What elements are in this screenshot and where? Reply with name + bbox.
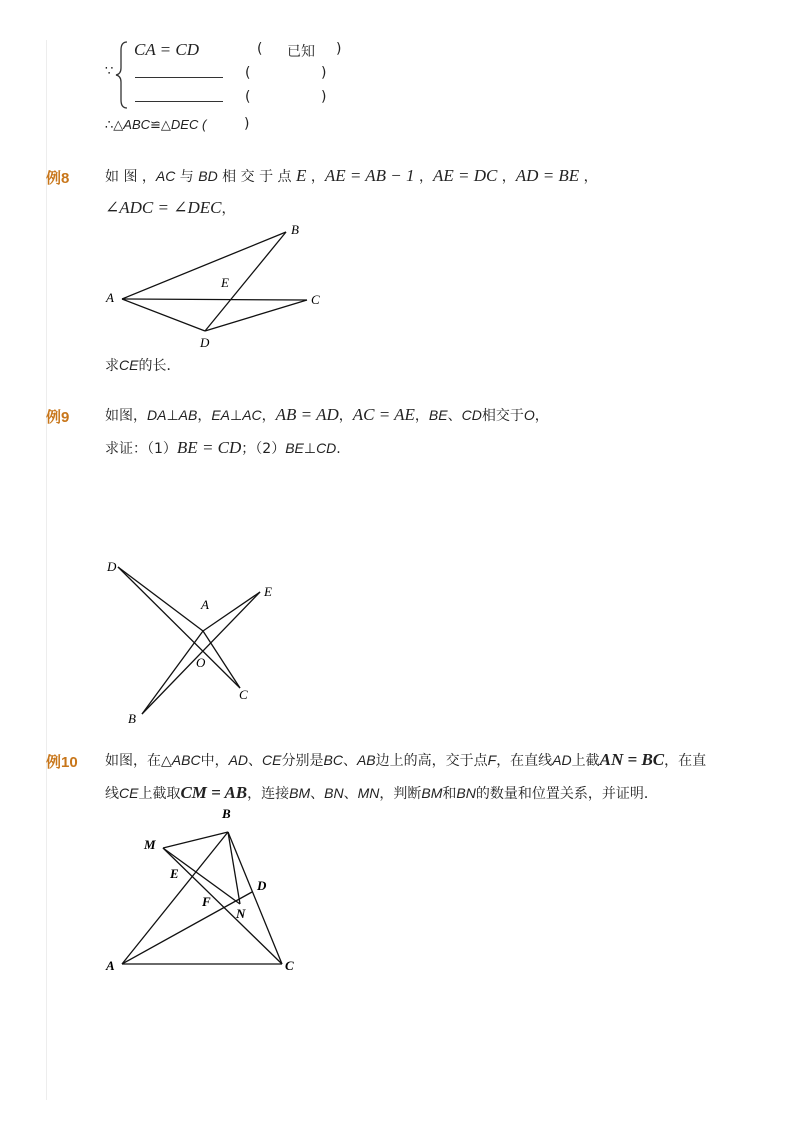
- example-8-question: [105, 355, 180, 375]
- point-label-B: B: [128, 711, 136, 726]
- text-run: ；（2）: [241, 441, 286, 457]
- proof-row1-paren-open: (: [257, 41, 263, 57]
- segment-AB: [122, 232, 286, 299]
- text-run: MN: [357, 785, 380, 801]
- text-run: CE: [119, 357, 139, 373]
- text-run: ，: [579, 169, 598, 185]
- segment-DC: [118, 567, 240, 688]
- text-run: BN: [324, 785, 344, 801]
- text-run: ，在直线: [496, 753, 553, 769]
- text-run: 如图，: [105, 408, 147, 424]
- text-run: 、: [447, 408, 462, 424]
- text-run: BE⊥CD: [285, 440, 337, 456]
- text-run: AD = BE: [515, 166, 580, 185]
- text-run: E: [295, 166, 307, 185]
- text-run: BE: [428, 407, 448, 423]
- text-run: .: [336, 441, 341, 457]
- text-run: ，: [197, 408, 212, 424]
- point-label-E: E: [170, 866, 179, 881]
- proof-row3-paren-open: (: [245, 89, 251, 105]
- text-run: ，: [534, 408, 549, 424]
- text-run: ，在直: [664, 753, 707, 769]
- segment-BN: [228, 832, 240, 904]
- proof-row1-paren-close: ): [336, 41, 342, 57]
- segment-AB: [122, 832, 228, 964]
- text-run: ，连接: [247, 786, 290, 802]
- point-label-C: C: [285, 958, 294, 973]
- text-run: ，: [221, 201, 236, 217]
- proof-row2-paren-close: ): [321, 65, 327, 81]
- example-10-label: 例10: [46, 754, 78, 771]
- text-run: 上截取: [138, 786, 181, 802]
- segment-AD: [122, 892, 252, 964]
- text-run: AE = DC: [432, 166, 498, 185]
- text-run: ，: [414, 408, 429, 424]
- text-run: ，: [261, 408, 276, 424]
- text-run: F: [487, 752, 497, 768]
- example-9-line1: [105, 405, 549, 425]
- segment-MC: [163, 848, 282, 964]
- text-run: 边上的高，交于点: [375, 753, 488, 769]
- point-label-C: C: [311, 292, 320, 307]
- text-run: 如图，在△: [105, 753, 172, 769]
- text-run: 上截: [571, 753, 600, 769]
- text-run: 求证：（1）: [105, 441, 177, 457]
- text-run: AD: [228, 752, 249, 768]
- text-run: AC = AE: [352, 405, 415, 424]
- example-10-figure: [100, 800, 340, 985]
- segment-DA: [118, 567, 203, 631]
- text-run: AB = AD: [275, 405, 339, 424]
- text-run: 线: [105, 786, 119, 802]
- left-brace: [115, 40, 129, 110]
- text-run: EA⊥AC: [211, 407, 262, 423]
- segment-AC: [122, 299, 307, 300]
- point-label-E: E: [264, 584, 272, 599]
- segment-DB: [205, 232, 286, 331]
- text-run: CE: [262, 752, 282, 768]
- example-8-figure: [100, 220, 340, 355]
- text-run: CE: [119, 785, 139, 801]
- point-label-F: F: [202, 894, 211, 909]
- text-run: CM = AB: [180, 783, 248, 802]
- point-label-D: D: [200, 335, 210, 350]
- text-run: 的长．: [138, 358, 181, 374]
- point-label-B: B: [222, 806, 231, 821]
- point-label-O: O: [196, 655, 206, 670]
- text-run: 、: [343, 786, 358, 802]
- text-run: 与: [175, 169, 199, 185]
- example-9-label: 例9: [46, 409, 70, 426]
- example-8-line2: [105, 198, 235, 218]
- text-run: AE = AB − 1: [324, 166, 415, 185]
- text-run: AN = BC: [599, 750, 665, 769]
- point-label-A: A: [106, 958, 115, 973]
- text-run: 如 图 ，: [105, 169, 156, 185]
- left-margin-rule: [46, 40, 47, 1100]
- text-run: 的数量和位置关系，并证明．: [475, 786, 658, 802]
- segment-BM: [163, 832, 228, 848]
- text-run: 相 交 于 点: [217, 169, 296, 185]
- text-run: ，: [338, 408, 353, 424]
- point-label-N: N: [236, 906, 246, 921]
- example-8-label: 例8: [46, 170, 70, 187]
- proof-conclusion: ∴△ABC≌△DEC (: [105, 117, 207, 132]
- text-run: 相交于: [481, 408, 524, 424]
- point-label-E: E: [221, 275, 229, 290]
- point-label-D: D: [107, 559, 117, 574]
- text-run: BD: [198, 168, 218, 184]
- proof-row1-reason: 已知: [287, 44, 315, 60]
- point-label-B: B: [291, 222, 299, 237]
- segment-BC: [228, 832, 282, 964]
- proof-row3-blank: [135, 91, 223, 102]
- point-label-D: D: [257, 878, 267, 893]
- text-run: 中，: [200, 753, 229, 769]
- text-run: 、: [248, 753, 263, 769]
- text-run: 分别是: [281, 753, 324, 769]
- text-run: ，: [414, 169, 433, 185]
- text-run: BM: [421, 785, 443, 801]
- text-run: 、: [310, 786, 325, 802]
- segment-BA: [142, 631, 203, 714]
- text-run: ∠ADC = ∠DEC: [105, 198, 222, 217]
- text-run: CD: [461, 407, 482, 423]
- example-10-line1: [105, 750, 706, 770]
- text-run: 和: [442, 786, 457, 802]
- text-run: BE = CD: [176, 438, 242, 457]
- segment-DC: [205, 300, 307, 331]
- text-run: AC: [155, 168, 176, 184]
- text-run: BN: [456, 785, 476, 801]
- text-run: 求: [105, 358, 119, 374]
- text-run: O: [523, 407, 535, 423]
- point-label-A: A: [106, 290, 114, 305]
- proof-conclusion-close: ): [244, 116, 250, 132]
- segment-AE: [203, 592, 260, 631]
- segment-AD: [122, 299, 205, 331]
- point-label-M: M: [144, 837, 156, 852]
- proof-row2-paren-open: (: [245, 65, 251, 81]
- text-run: 、: [342, 753, 357, 769]
- segment-AC: [203, 631, 240, 688]
- text-run: ABC: [171, 752, 201, 768]
- proof-row2-blank: [135, 67, 223, 78]
- text-run: AD: [552, 752, 572, 768]
- because-symbol: ∵: [105, 64, 114, 79]
- text-run: ，: [306, 169, 325, 185]
- example-8-line1: [105, 166, 598, 186]
- point-label-A: A: [201, 597, 209, 612]
- text-run: BM: [289, 785, 311, 801]
- example-9-figure: [100, 555, 290, 730]
- text-run: BC: [323, 752, 343, 768]
- text-run: ，判断: [379, 786, 422, 802]
- text-run: ，: [497, 169, 516, 185]
- example-9-line2: [105, 438, 341, 458]
- text-run: AB: [356, 752, 376, 768]
- point-label-C: C: [239, 687, 248, 702]
- proof-row3-paren-close: ): [321, 89, 327, 105]
- text-run: DA⊥AB: [147, 407, 198, 423]
- proof-row1-math: CA = CD: [134, 40, 200, 59]
